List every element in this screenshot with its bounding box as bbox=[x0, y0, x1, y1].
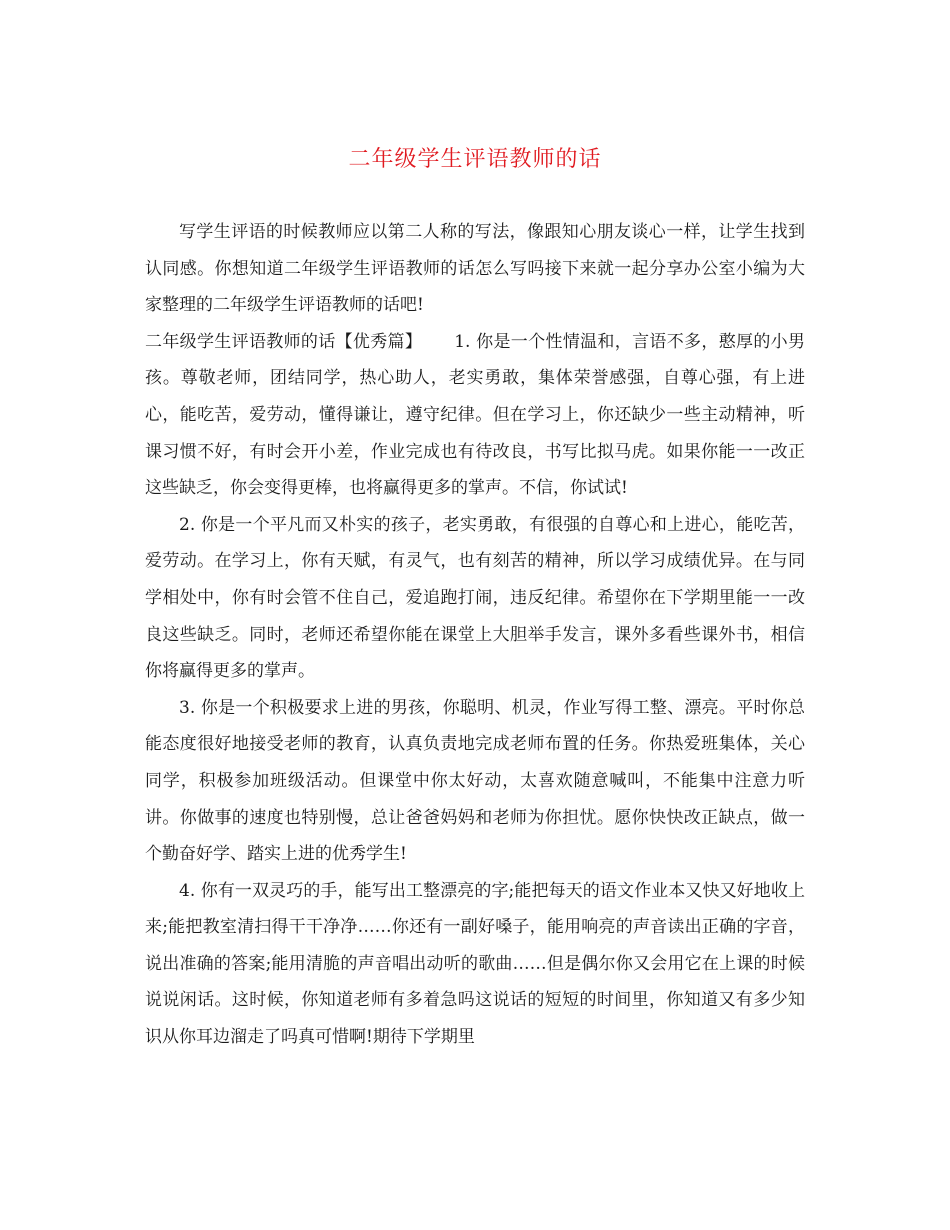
comment-text-1: 1. 你是一个性情温和，言语不多，憨厚的小男孩。尊敬老师，团结同学，热心助人，老实勇敢，集体荣誉感强，自尊心强，有上进心，能吃苦，爱劳动，懂得谦让，遵守纪律。但在学习上，你还缺少一些主动精神，听课习惯不好，有时会开小差，作业完成也有待改良，书写比拟马虎。如果你能一一改正这些缺乏，你会变得更棒，也将赢得更多的掌声。不信，你试试! bbox=[145, 331, 806, 499]
section-heading: 二年级学生评语教师的话【优秀篇】 bbox=[145, 331, 423, 352]
comment-paragraph-2: 2. 你是一个平凡而又朴实的孩子，老实勇敢，有很强的自尊心和上进心，能吃苦，爱劳动。在学习上，你有天赋，有灵气，也有刻苦的精神，所以学习成绩优异。在与同学相处中，你有时会管不住自己，爱追跑打闹，违反纪律。希望你在下学期里能一一改良这些缺乏。同时，老师还希望你能在课堂上大胆举手发言，课外多看些课外书，相信你将赢得更多的掌声。 bbox=[145, 514, 805, 682]
comment-paragraph-1 bbox=[145, 324, 805, 507]
comment-paragraph-3: 3. 你是一个积极要求上进的男孩，你聪明、机灵，作业写得工整、漂亮。平时你总能态度很好地接受老师的教育，认真负责地完成老师布置的任务。你热爱班集体，关心同学，积极参加班级活动。但课堂中你太好动，太喜欢随意喊叫，不能集中注意力听讲。你做事的速度也特别慢，总让爸爸妈妈和老师为你担忧。愿你快快改正缺点，做一个勤奋好学、踏实上进的优秀学生! bbox=[145, 697, 805, 865]
intro-paragraph: 写学生评语的时候教师应以第二人称的写法，像跟知心朋友谈心一样，让学生找到认同感。你想知道二年级学生评语教师的话怎么写吗接下来就一起分享办公室小编为大家整理的二年级学生评语教师的话吧! bbox=[145, 222, 805, 316]
document-title: 二年级学生评语教师的话 bbox=[348, 147, 602, 172]
comment-paragraph-4: 4. 你有一双灵巧的手，能写出工整漂亮的字;能把每天的语文作业本又快又好地收上来;能把教室清扫得干干净净……你还有一副好嗓子，能用响亮的声音读出正确的字音，说出准确的答案;能用清脆的声音唱出动听的歌曲……但是偶尔你又会用它在上课的时候说说闲话。这时候，你知道老师有多着急吗这说话的短短的时间里，你知道又有多少知识从你耳边溜走了吗真可惜啊!期待下学期里 bbox=[145, 880, 805, 1048]
document-body bbox=[145, 214, 805, 1056]
